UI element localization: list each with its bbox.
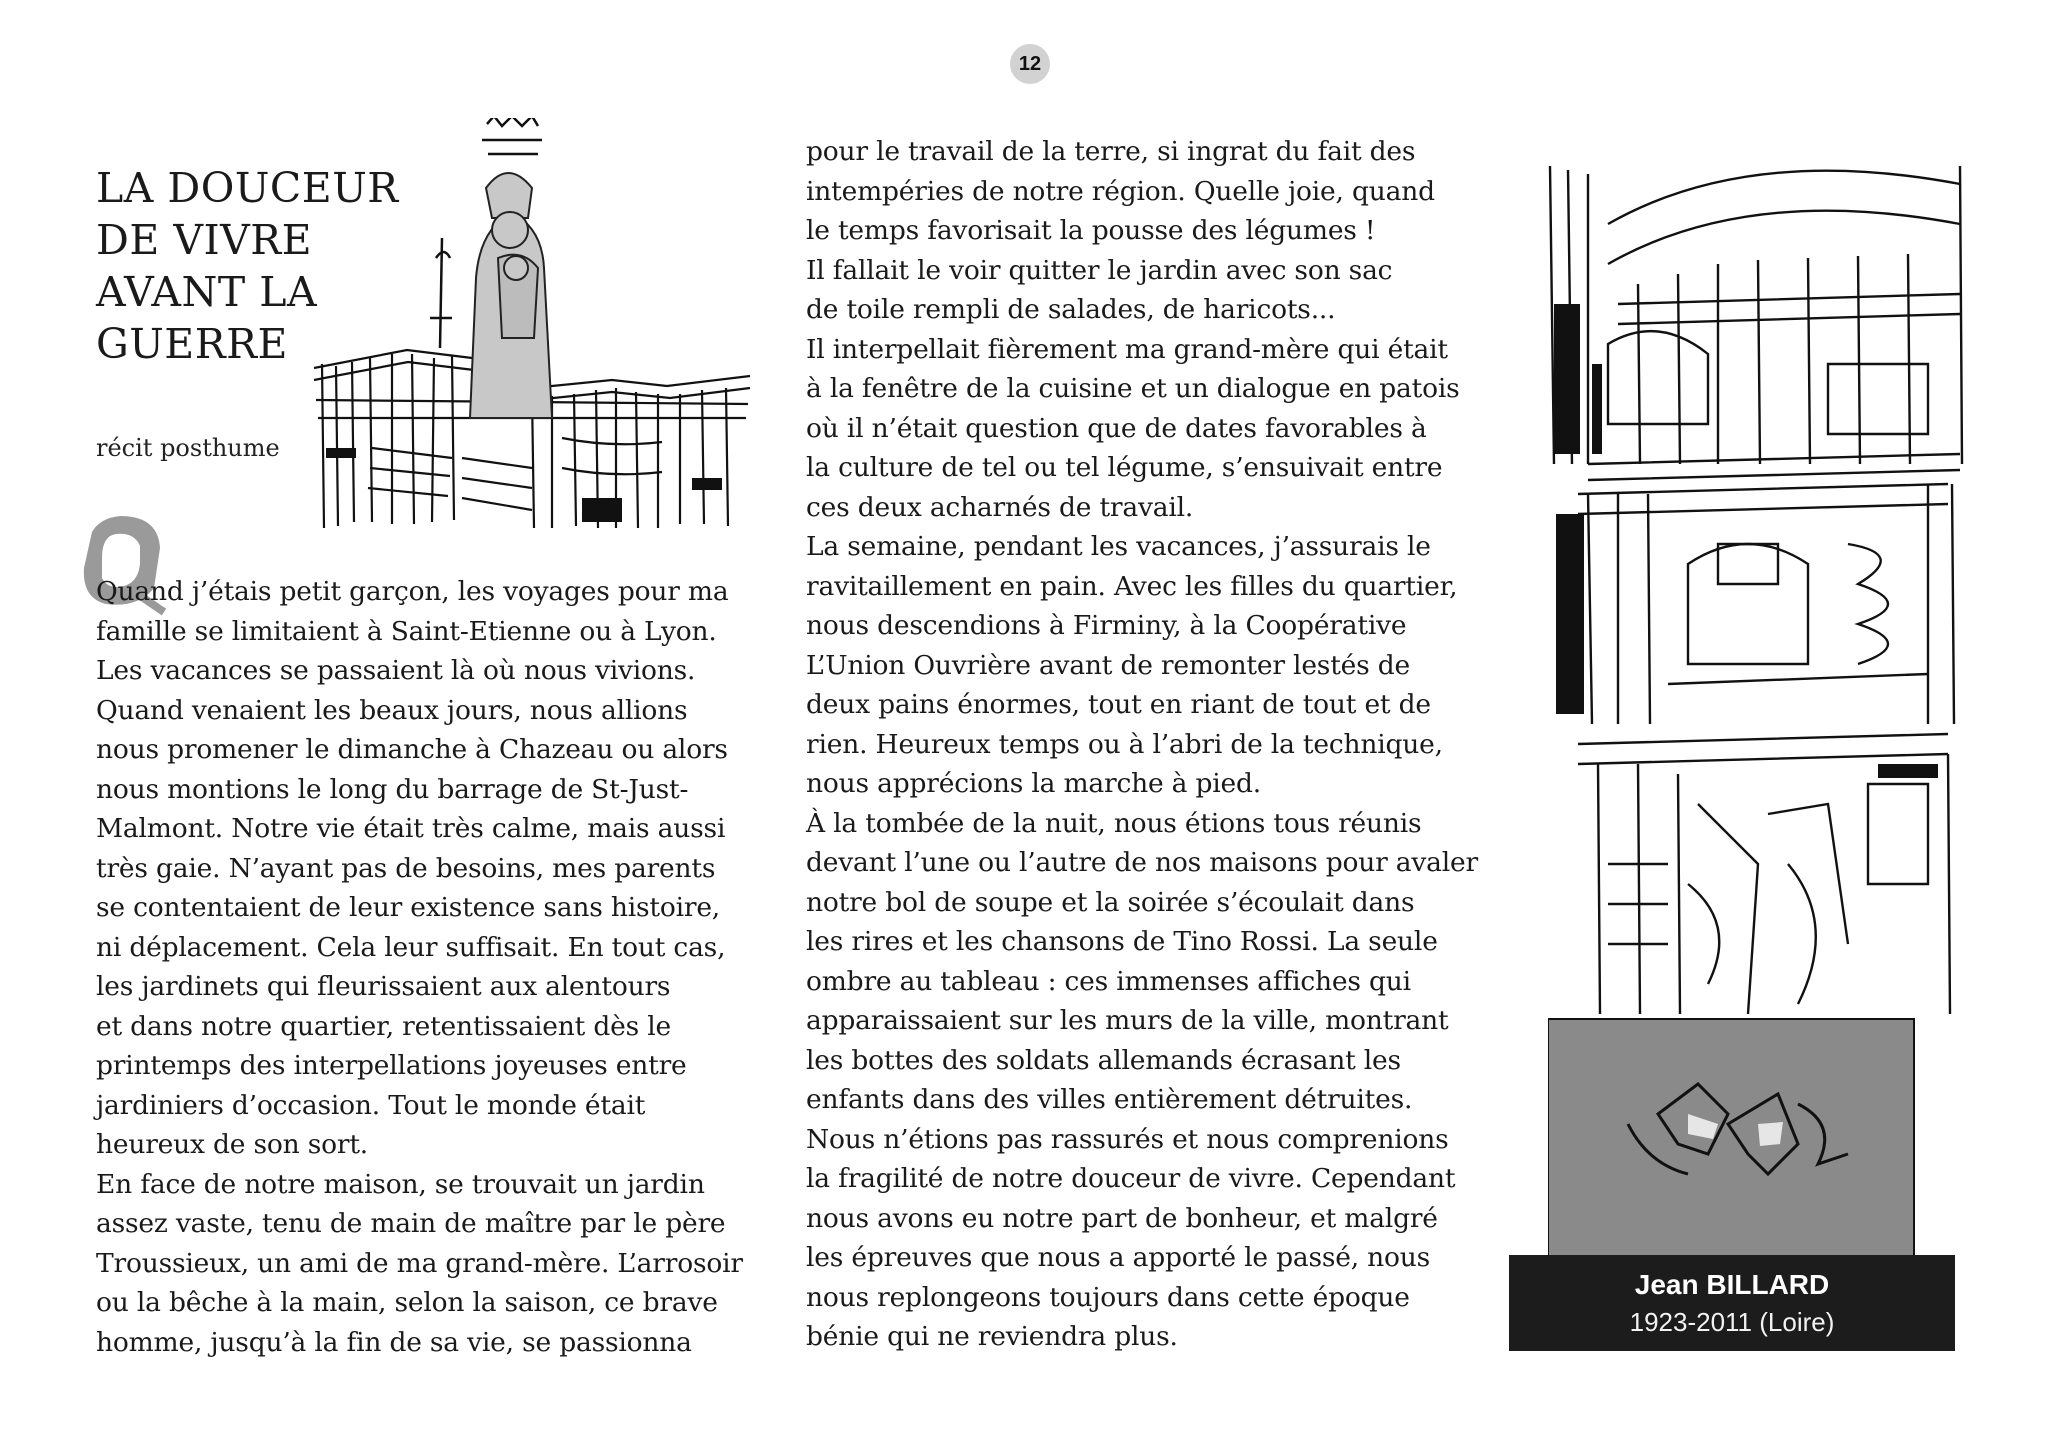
article-subtitle: récit posthume	[96, 434, 280, 462]
tower-sketch-icon	[1548, 164, 1968, 1259]
author-name: Jean BILLARD	[1634, 1269, 1830, 1300]
statue-sketch-icon	[312, 118, 752, 534]
article-body-column-1: Quand j’étais petit garçon, les voyages pour ma famille se limitaient à Saint-Etienne ou à Lyon. Les vacances se passaient là où nous vivions. Quand venaient les beaux jours, nous allions nous promener le dimanche à Chazeau ou alors nous montions le long du barrage de St-Just- Malmont. Notre vie était très calme, mais aussi très gaie. N’ayant pas de besoins, mes parents se contentaient de leur existence sans histoire, ni déplacement. Cela leur suffisait. En tout cas, les jardinets qui fleurissaient aux alentours et dans notre quartier, retentissaient dès le printemps des interpellations joyeuses entre jardiniers d’occasion. Tout le monde était heureux de son sort. En face de notre maison, se trouvait un jardin assez vaste, tenu de main de maître par le père Troussieux, un ami de ma grand-mère. L’arrosoir ou la bêche à la main, selon la saison, ce brave homme, jusqu’à la fin de sa vie, se passionna	[96, 576, 743, 1358]
page-number: 12	[1010, 44, 1050, 84]
article-body-column-2: pour le travail de la terre, si ingrat du fait des intempéries de notre région. Quelle joie, quand le temps favorisait la pousse des légumes ! Il fallait le voir quitter le jardin avec son sac de toile rempli de salades, de haricots... Il interpellait fièrement ma grand-mère qui était à la fenêtre de la cuisine et un dialogue en patois où il n’était question que de dates favorables à la culture de tel ou tel légume, s’ensuivait entre ces deux acharnés de travail. La semaine, pendant les vacances, j’assurais le ravitaillement en pain. Avec les filles du quartier, nous descendions à Firminy, à la Coopérative L’Union Ouvrière avant de remonter lestés de deux pains énormes, tout en riant de tout et de rien. Heureux temps ou à l’abri de la technique, nous apprécions la marche à pied. À la tombée de la nuit, nous étions tous réunis devant l’une ou l’autre de nos maisons pour avaler notre bol de soupe et la soirée s’écoulait dans les rires et les chansons de Tino Rossi. La seule ombre au tableau : ces immenses affiches qui apparaissaient sur les murs de la ville, montrant les bottes des soldats allemands écrasant les enfants dans des villes entièrement détruites. Nous n’étions pas rassurés et nous comprenions la fragilité de notre douceur de vivre. Cependant nous avons eu notre part de bonheur, et malgré les épreuves que nous a apporté le passé, nous nous replongeons toujours dans cette époque bénie qui ne reviendra plus.	[806, 136, 1478, 1352]
author-dates: 1923-2011 (Loire)	[1629, 1307, 1835, 1337]
author-caption	[1509, 1255, 1955, 1351]
article-title: LA DOUCEUR DE VIVRE AVANT LA GUERRE	[96, 164, 399, 368]
